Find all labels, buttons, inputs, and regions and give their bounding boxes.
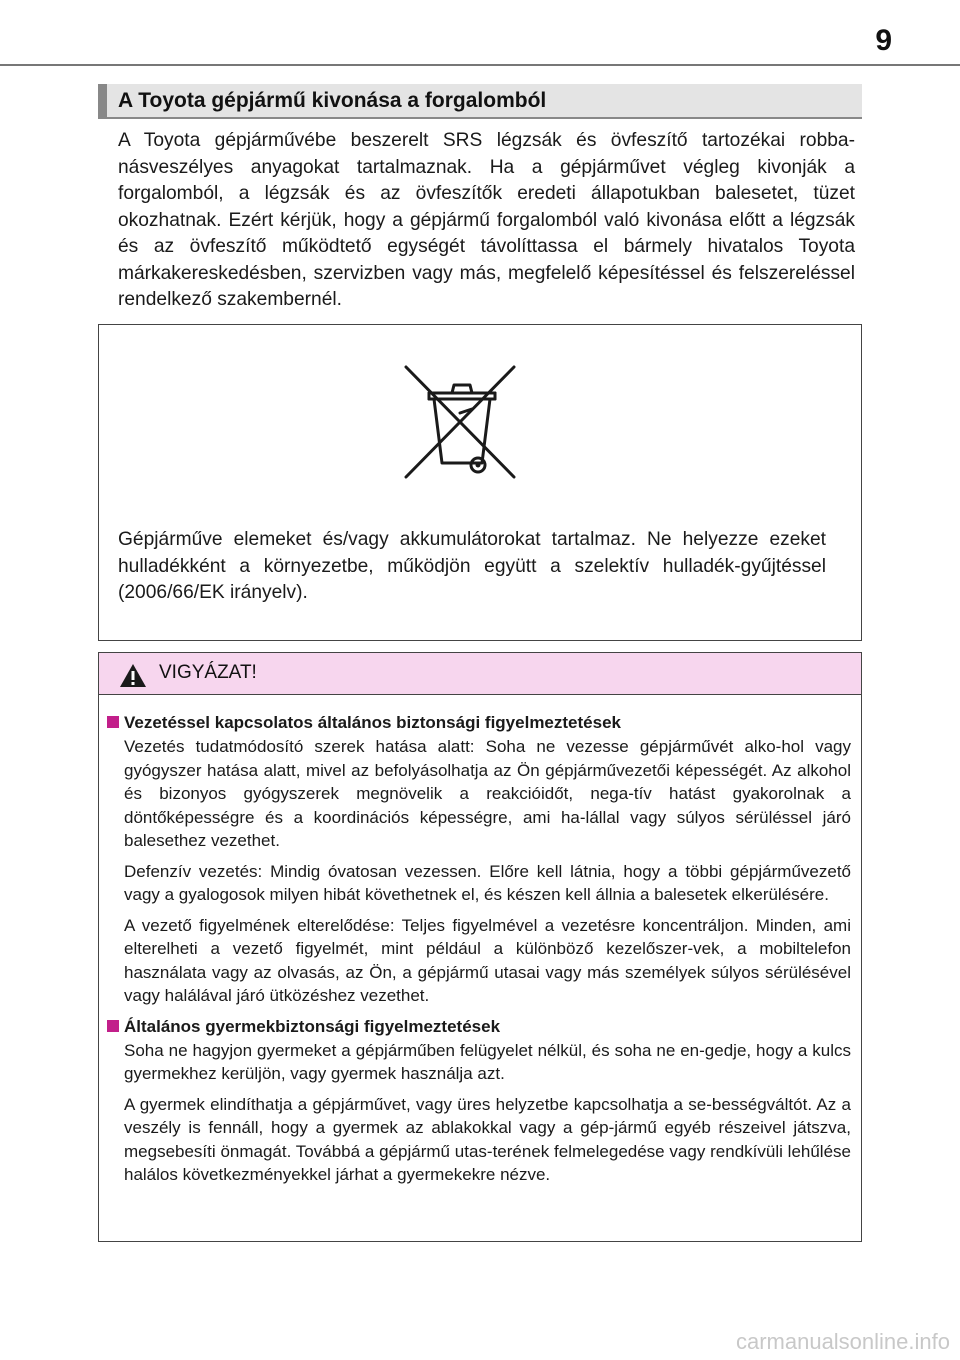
top-rule — [0, 64, 960, 66]
caution-section-title-text: Általános gyermekbiztonsági figyelmeztetések — [124, 1016, 501, 1036]
crossed-out-wheelie-bin-icon — [402, 363, 518, 481]
section-header-underline — [98, 117, 862, 119]
caution-box — [98, 652, 862, 1242]
warning-triangle-icon — [119, 663, 147, 688]
recycle-notice-text: Gépjárműve elemeket és/vagy akkumulátorokat tartalmaz. Ne helyezze ezeket hulladékként a környezetbe, működjön együtt a szelektív hulladék-gyűjtéssel (2006/66/EK irányelv). — [118, 529, 826, 603]
caution-paragraph: A vezető figyelmének elterelődése: Teljes figyelmével a vezetésre koncentráljon. Minden, ami elterelheti a vezető figyelmét, mint például a különböző kezelőszer-vek, a mobiltelefon használata vagy az olvasás, az Ön, a gépjármű utasai vagy más személyek súlyos sérülésével vagy halálával járó ütközéshez vezethet. — [124, 915, 851, 1005]
caution-section-title — [107, 1015, 851, 1039]
section-title: A Toyota gépjármű kivonása a forgalomból — [118, 89, 547, 112]
section-header-bar — [98, 84, 107, 119]
caution-title: VIGYÁZAT! — [159, 662, 257, 683]
caution-paragraph: Vezetés tudatmódosító szerek hatása alatt: Soha ne vezesse gépjárművét alko-hol vagy gyógyszer hatása alatt, mivel az befolyásolhatja az Ön gépjárművezetői képességét. Az alkohol és bizonyos gyógyszerek megnövelik a reakcióidőt, nega-tív hatást gyakorolnak a döntőképességre és a koordinációs képességre, ami ha-lállal vagy súlyos sérüléssel járó balesethez vezethet. — [124, 737, 851, 850]
caution-section-title — [107, 711, 851, 735]
caution-header — [99, 653, 861, 695]
intro-paragraph: A Toyota gépjárművébe beszerelt SRS légzsák és övfeszítő tartozékai robba-násveszélyes anyagokat tartalmaznak. Ha a gépjárművet végleg kivonják a forgalomból, a légzsák és az övfeszítők eredeti állapotukban balesetet, tüzet okozhatnak. Ezért kérjük, hogy a gépjármű forgalomból való kivonása előtt a légzsák és az övfeszítő működtető egységét távolíttassa el bármely hivatalos Toyota márkakereskedésben, szervizben vagy más, megfelelő képesítéssel és felszereléssel rendelkező szakembernél. — [118, 130, 855, 310]
watermark: carmanualsonline.info — [735, 1329, 950, 1354]
bullet-square-icon — [107, 1020, 119, 1032]
caution-paragraph: A gyermek elindíthatja a gépjárművet, vagy üres helyzetbe kapcsolhatja a se-bességváltót. Az a veszély is fennáll, hogy a gyermek az ablakokkal vagy a gép-jármű egyéb részeivel játszva, megsebesíti önmagát. Továbbá a gépjármű utas-terének felmelegedése vagy rendkívüli lehűlése halálos következményekkel járhat a gyermekekre nézve. — [124, 1094, 851, 1184]
caution-paragraph: Defenzív vezetés: Mindig óvatosan vezessen. Előre kell látnia, hogy a többi gépjárművezető vagy a gyalogosok milyen hibát követhetnek el, és készen kell állnia a balesetek elkerülésére. — [124, 861, 851, 904]
bullet-square-icon — [107, 716, 119, 728]
page-number: 9 — [875, 24, 892, 57]
recycle-notice-box — [98, 324, 862, 641]
caution-body — [107, 711, 851, 1194]
section-header — [98, 84, 862, 119]
caution-section-title-text: Vezetéssel kapcsolatos általános biztonsági figyelmeztetések — [124, 713, 621, 732]
caution-paragraph: Soha ne hagyjon gyermeket a gépjárműben felügyelet nélkül, és soha ne en-gedje, hogy a kulcs gyermekhez kerüljön, vagy gyermek használja azt. — [124, 1040, 851, 1083]
